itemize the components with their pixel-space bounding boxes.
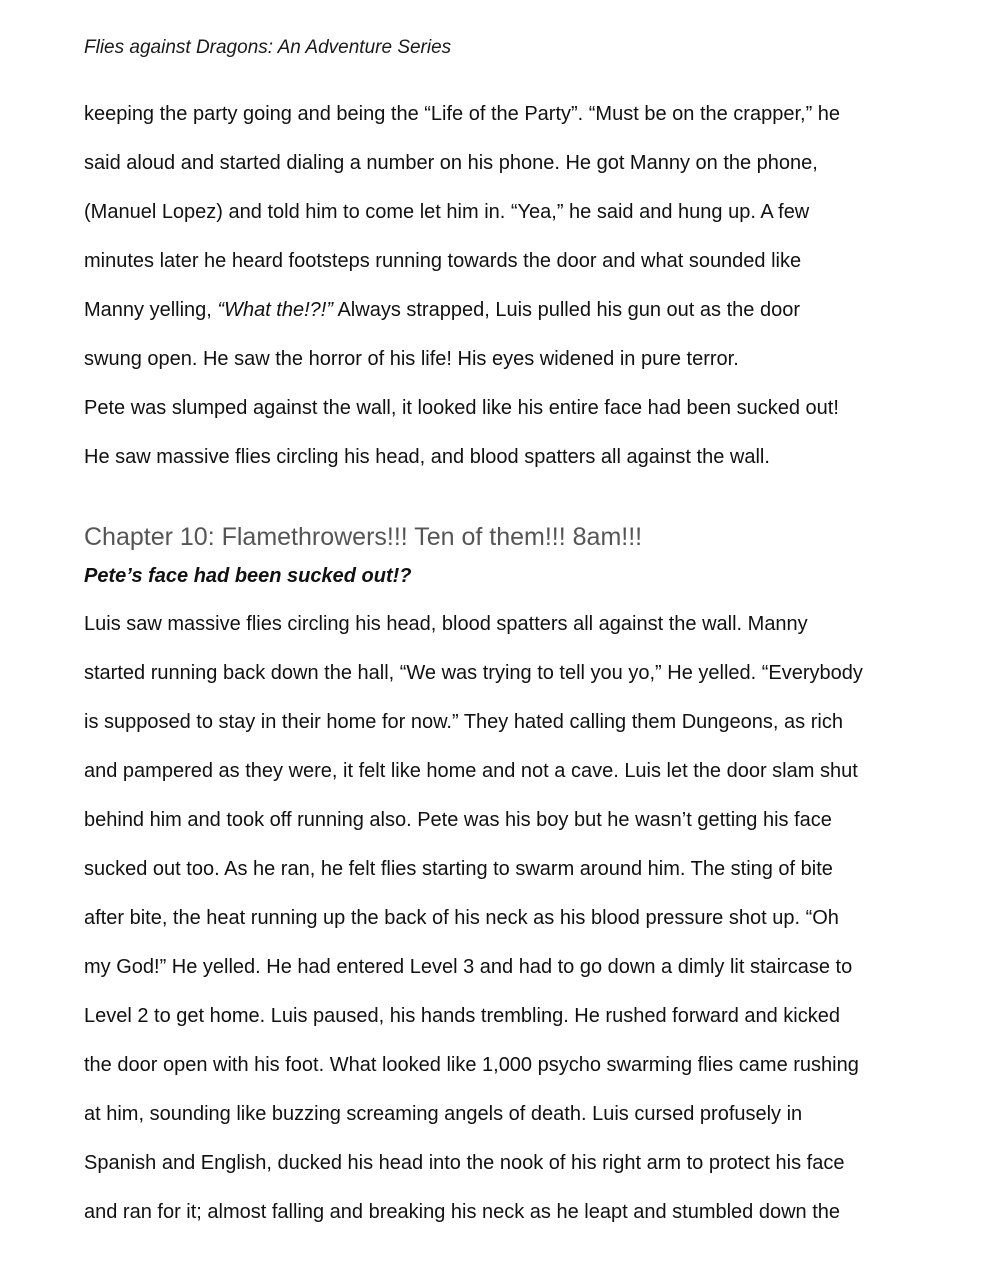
body-text-line: the door open with his foot. What looked like 1,000 psycho swarming flies came rushing [84,1054,859,1076]
body-text-line: started running back down the hall, “We was trying to tell you yo,” He yelled. “Everybody [84,662,863,684]
chapter-heading: Chapter 10: Flamethrowers!!! Ten of them!!! 8am!!! [84,523,643,551]
body-text-line: Luis saw massive flies circling his head, blood spatters all against the wall. Manny [84,613,808,635]
chapter-subtitle: Pete’s face had been sucked out!? [84,565,412,587]
emphasized-quote: “What the!?!” [217,299,334,321]
body-text-line: at him, sounding like buzzing screaming angels of death. Luis cursed profusely in [84,1103,803,1125]
body-text-line: my God!” He yelled. He had entered Level 3 and had to go down a dimly lit staircase to [84,956,853,978]
body-text-segment: Always strapped, Luis pulled his gun out as the door [333,299,800,321]
body-text-line: keeping the party going and being the “Life of the Party”. “Must be on the crapper,” he [84,103,841,125]
body-text-line: after bite, the heat running up the back of his neck as his blood pressure shot up. “Oh [84,907,839,929]
body-text-line: behind him and took off running also. Pete was his boy but he wasn’t getting his face [84,809,832,831]
body-text-line: He saw massive flies circling his head, and blood spatters all against the wall. [84,446,770,468]
body-text-segment: Manny yelling, [84,299,218,321]
body-text-line: said aloud and started dialing a number on his phone. He got Manny on the phone, [84,152,818,174]
body-text-line: swung open. He saw the horror of his life! His eyes widened in pure terror. [84,348,739,370]
body-text-line: and pampered as they were, it felt like home and not a cave. Luis let the door slam shut [84,760,858,782]
body-text-line: is supposed to stay in their home for now.” They hated calling them Dungeons, as rich [84,711,843,733]
body-text-line [84,298,800,322]
body-text-line: sucked out too. As he ran, he felt flies starting to swarm around him. The sting of bite [84,858,833,880]
body-text-line: Level 2 to get home. Luis paused, his hands trembling. He rushed forward and kicked [84,1005,840,1027]
running-header: Flies against Dragons: An Adventure Series [84,37,452,58]
body-text-line: and ran for it; almost falling and breaking his neck as he leapt and stumbled down the [84,1201,841,1223]
body-text-line: Spanish and English, ducked his head into the nook of his right arm to protect his face [84,1152,845,1174]
body-text-line: minutes later he heard footsteps running towards the door and what sounded like [84,250,802,272]
body-text-line: Pete was slumped against the wall, it looked like his entire face had been sucked out! [84,397,839,419]
body-text-line: (Manuel Lopez) and told him to come let him in. “Yea,” he said and hung up. A few [84,201,810,223]
